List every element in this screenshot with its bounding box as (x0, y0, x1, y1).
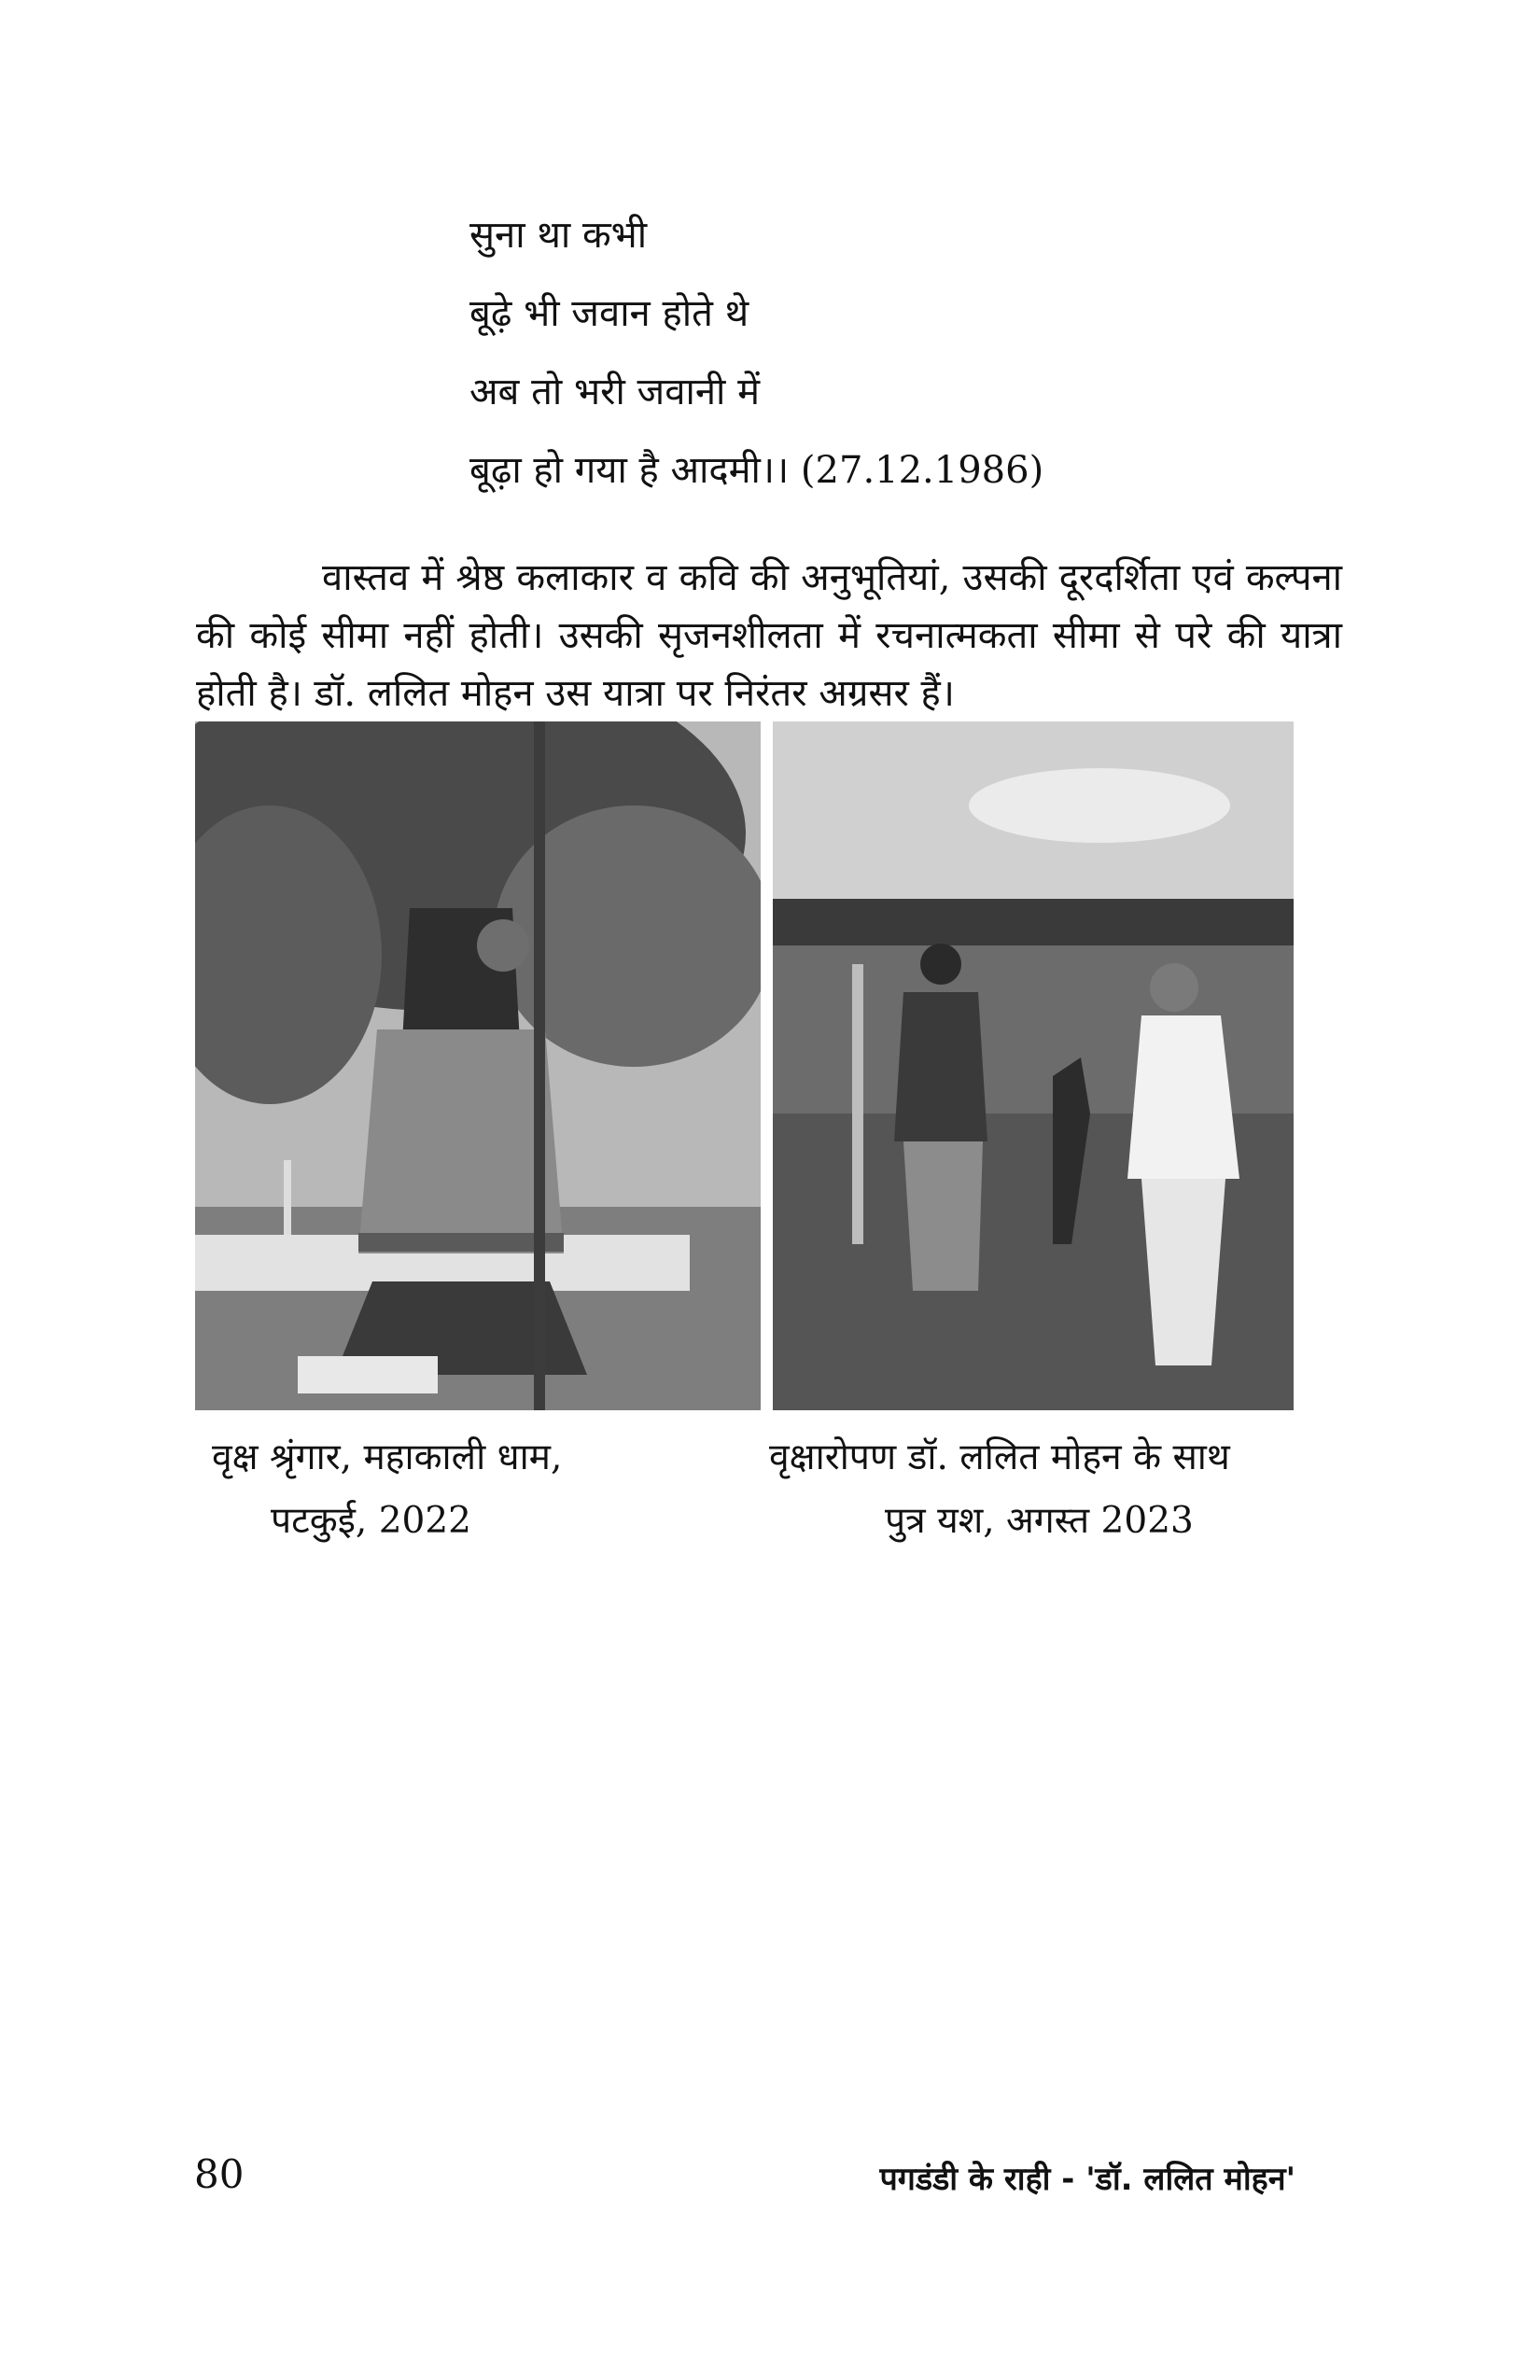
poem-line: अब तो भरी जवानी में (469, 371, 761, 413)
body-paragraph: वास्तव में श्रेष्ठ कलाकार व कवि की अनुभूतियां, उसकी दूरदर्शिता एवं कल्पना की कोई सीमा नहीं होती। उसकी सृजनशीलता में रचनात्मकता सीमा से परे की यात्रा होती है। डॉ. ललित मोहन उस यात्रा पर निरंतर अग्रसर हैं। (196, 556, 1342, 715)
photo-caption: पुत्र यश, अगस्त 2023 (885, 1500, 1194, 1542)
photo-caption: वृक्षारोपण डॉ. ललित मोहन के साथ (769, 1436, 1230, 1478)
tree-decoration-photo (195, 721, 761, 1410)
tree-planting-photo (773, 721, 1294, 1410)
photo-caption: पटकुई, 2022 (271, 1500, 471, 1542)
page-number: 80 (194, 2151, 245, 2197)
poem-line: बूढ़ा हो गया है आदमी।। (27.12.1986) (469, 449, 1044, 492)
photo-caption: वृक्ष श्रृंगार, महाकाली धाम, (212, 1436, 563, 1478)
running-title: पगडंडी के राही - 'डॉ. ललित मोहन' (879, 2161, 1295, 2198)
poem-stanza (469, 196, 1043, 510)
poem-line: बूढ़े भी जवान होते थे (469, 292, 749, 335)
poem-line: सुना था कभी (469, 214, 648, 257)
